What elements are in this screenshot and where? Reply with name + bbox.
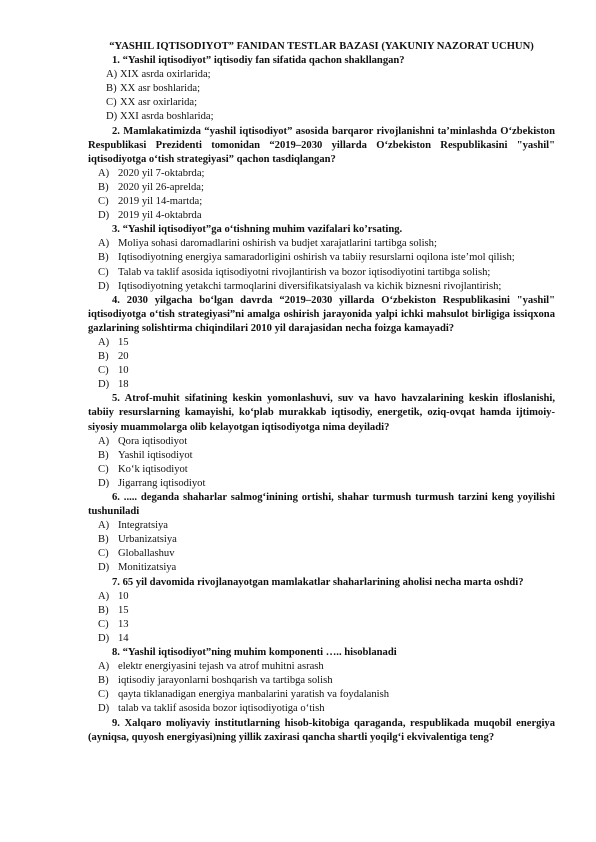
question-text: “Yashil iqtisodiyot”ga o‘tishning muhim vazifalari ko’rsating. (122, 224, 403, 236)
question-text: Xalqaro moliyaviy institutlarning hisob-kitobiga qaraganda, respublikada muqobil energiya (ayniqsa, quyosh energiyasi)ning yillik zaxirasi qancha shartli yoqilg‘i ekvivalentiga teng? (88, 717, 555, 743)
option-text: Ko‘k iqtisodiyot (118, 463, 188, 475)
option-letter: D) (98, 477, 110, 489)
option-text: XIX asrda oxirlarida; (120, 69, 211, 81)
option-letter: D) (98, 280, 110, 292)
option-letter: B) (98, 675, 109, 687)
answer-option (88, 378, 555, 392)
answer-option (88, 449, 555, 463)
option-letter: D) (98, 379, 110, 391)
question-number: 7. (112, 576, 120, 588)
question-number: 4. (112, 294, 120, 306)
option-letter: A) (98, 661, 110, 673)
answer-option (88, 237, 555, 251)
test-document (88, 40, 555, 745)
option-letter: A) (98, 238, 110, 250)
option-text: 14 (118, 632, 129, 644)
option-text: 2019 yil 4-oktabrda (118, 210, 202, 222)
option-letter: A) (98, 590, 110, 602)
option-letter: A) (106, 69, 118, 81)
option-letter: B) (98, 181, 109, 193)
question-number: 1. (112, 55, 120, 67)
question-text: 2030 yilgacha bo‘lgan davrda “2019–2030 yillarda O‘zbekiston Respublikasini "yashil" iqtisodiyotga o‘tish strategiyasi”ni amalga oshirish jarayonida yalpi ichki mahsulot birligiga issiqxona gazlarining solishtirma chiqindilari 2010 yil darajasidan necha foizga kamayadi? (88, 294, 555, 334)
option-letter: B) (98, 252, 109, 264)
option-text: 10 (118, 590, 129, 602)
option-text: Jigarrang iqtisodiyot (118, 477, 206, 489)
option-letter: A) (98, 336, 110, 348)
question-number: 6. (112, 492, 120, 503)
question-number: 3. (112, 224, 120, 236)
question-7 (88, 576, 555, 590)
option-text: Yashil iqtisodiyot (118, 449, 193, 461)
question-5 (88, 392, 555, 434)
option-text: 2019 yil 14-martda; (118, 196, 203, 208)
option-text: Globallashuv (118, 548, 175, 560)
option-text: 20 (118, 351, 129, 363)
answer-option (88, 96, 555, 110)
answer-option (88, 336, 555, 350)
answer-option (88, 533, 555, 547)
option-text: 18 (118, 379, 129, 391)
answer-option (88, 110, 555, 124)
question-9 (88, 717, 555, 745)
option-text: talab va taklif asosida bozor iqtisodiyotiga o‘tish (118, 703, 325, 715)
option-text: XX asr boshlarida; (120, 83, 201, 95)
option-letter: C) (98, 196, 109, 208)
question-text: Atrof-muhit sifatining keskin yomonlashuvi, suv va havo havzalarining keskin ifloslanishi, tabiiy resurslarning kamayishi, ko‘plab murakkab iqtisodiy, energetik, oziq-ovqat hamda ijtimoiy-siyosiy muammolarga olib kelayotgan iqtisodiyotga nima deyiladi? (88, 393, 555, 433)
question-8 (88, 646, 555, 660)
option-text: Monitizatsiya (118, 562, 177, 574)
option-letter: D) (98, 210, 110, 222)
option-text: 10 (118, 365, 129, 377)
answer-option (88, 181, 555, 195)
question-text: “Yashil iqtisodiyot” iqtisodiy fan sifatida qachon shakllangan? (122, 55, 405, 67)
option-letter: D) (98, 632, 110, 644)
question-2 (88, 125, 555, 167)
answer-option (88, 618, 555, 632)
option-letter: C) (106, 97, 117, 109)
answer-option (88, 68, 555, 82)
question-6 (88, 491, 555, 519)
option-text: Moliya sohasi daromadlarini oshirish va budjet xarajatlarini tartibga solish; (118, 238, 437, 250)
answer-option (88, 435, 555, 449)
option-text: Iqtisodiyotning yetakchi tarmoqlarini diversifikatsiyalash va kichik biznesni rivojlantirish; (118, 280, 502, 292)
question-4 (88, 294, 555, 336)
option-letter: B) (106, 83, 117, 95)
option-text: XXI asrda boshlarida; (120, 111, 214, 123)
answer-option (88, 547, 555, 561)
option-text: 15 (118, 604, 129, 616)
option-letter: D) (98, 562, 110, 574)
question-number: 5. (112, 393, 120, 405)
question-number: 9. (112, 717, 120, 729)
answer-option (88, 561, 555, 575)
answer-option (88, 604, 555, 618)
option-letter: C) (98, 365, 109, 377)
option-letter: D) (98, 703, 110, 715)
answer-option (88, 167, 555, 181)
option-letter: A) (98, 167, 110, 179)
answer-option (88, 364, 555, 378)
option-text: qayta tiklanadigan energiya manbalarini yaratish va foydalanish (118, 689, 390, 701)
question-text: 65 yil davomida rivojlanayotgan mamlakatlar shaharlarining aholisi necha marta oshdi? (122, 576, 524, 588)
answer-option (88, 660, 555, 674)
option-letter: B) (98, 534, 109, 546)
answer-option (88, 674, 555, 688)
question-3 (88, 223, 555, 237)
question-text: “Yashil iqtisodiyot”ning muhim komponenti ….. hisoblanadi (122, 647, 397, 659)
question-number: 2. (112, 125, 120, 137)
answer-option (88, 209, 555, 223)
option-text: Iqtisodiyotning energiya samaradorligini oshirish va tabiiy resurslarni oqilona iste’mol qilish; (118, 252, 515, 264)
option-text: XX asr oxirlarida; (120, 97, 198, 109)
option-text: Integratsiya (118, 520, 169, 532)
option-text: iqtisodiy jarayonlarni boshqarish va tartibga solish (118, 675, 333, 687)
option-text: Qora iqtisodiyot (118, 435, 188, 447)
answer-option (88, 463, 555, 477)
option-text: 15 (118, 336, 129, 348)
option-letter: C) (98, 618, 109, 630)
option-text: elektr energiyasini tejash va atrof muhitni asrash (118, 661, 324, 673)
option-letter: C) (98, 266, 109, 278)
option-text: Urbanizatsiya (118, 534, 177, 546)
option-letter: A) (98, 435, 110, 447)
document-title: “YASHIL IQTISODIYOT” FANIDAN TESTLAR BAZASI (YAKUNIY NAZORAT UCHUN) (109, 41, 534, 52)
answer-option (88, 688, 555, 702)
option-letter: B) (98, 604, 109, 616)
option-text: 2020 yil 26-aprelda; (118, 181, 204, 193)
question-text: ..... deganda shaharlar salmog‘inining ortishi, shahar turmush turmush tarzini keng yoyilishi tushuniladi (88, 492, 555, 518)
option-text: 13 (118, 618, 129, 630)
option-letter: B) (98, 449, 109, 461)
option-text: 2020 yil 7-oktabrda; (118, 167, 205, 179)
answer-option (88, 702, 555, 716)
answer-option (88, 82, 555, 96)
option-letter: C) (98, 463, 109, 475)
answer-option (88, 251, 555, 265)
answer-option (88, 632, 555, 646)
answer-option (88, 590, 555, 604)
question-1 (88, 54, 555, 68)
answer-option (88, 519, 555, 533)
option-letter: C) (98, 548, 109, 560)
question-list (88, 54, 555, 745)
option-letter: A) (98, 520, 110, 532)
answer-option (88, 350, 555, 364)
option-letter: D) (106, 111, 118, 123)
question-text: Mamlakatimizda “yashil iqtisodiyot” asosida barqaror rivojlanishni ta’minlashda O‘zbekiston Respublikasi Prezidenti tomonidan “2019–2030 yillarda O‘zbekiston Respublikasini "yashil" iqtisodiyotga o‘tish strategiyasi” qachon tasdiqlangan? (88, 125, 555, 165)
option-letter: C) (98, 689, 109, 701)
answer-option (88, 195, 555, 209)
option-letter: B) (98, 351, 109, 363)
option-text: Talab va taklif asosida iqtisodiyotni rivojlantirish va bozor iqtisodiyotini tartibga solish; (118, 266, 491, 278)
answer-option (88, 280, 555, 294)
answer-option (88, 477, 555, 491)
question-number: 8. (112, 647, 120, 659)
answer-option (88, 266, 555, 280)
